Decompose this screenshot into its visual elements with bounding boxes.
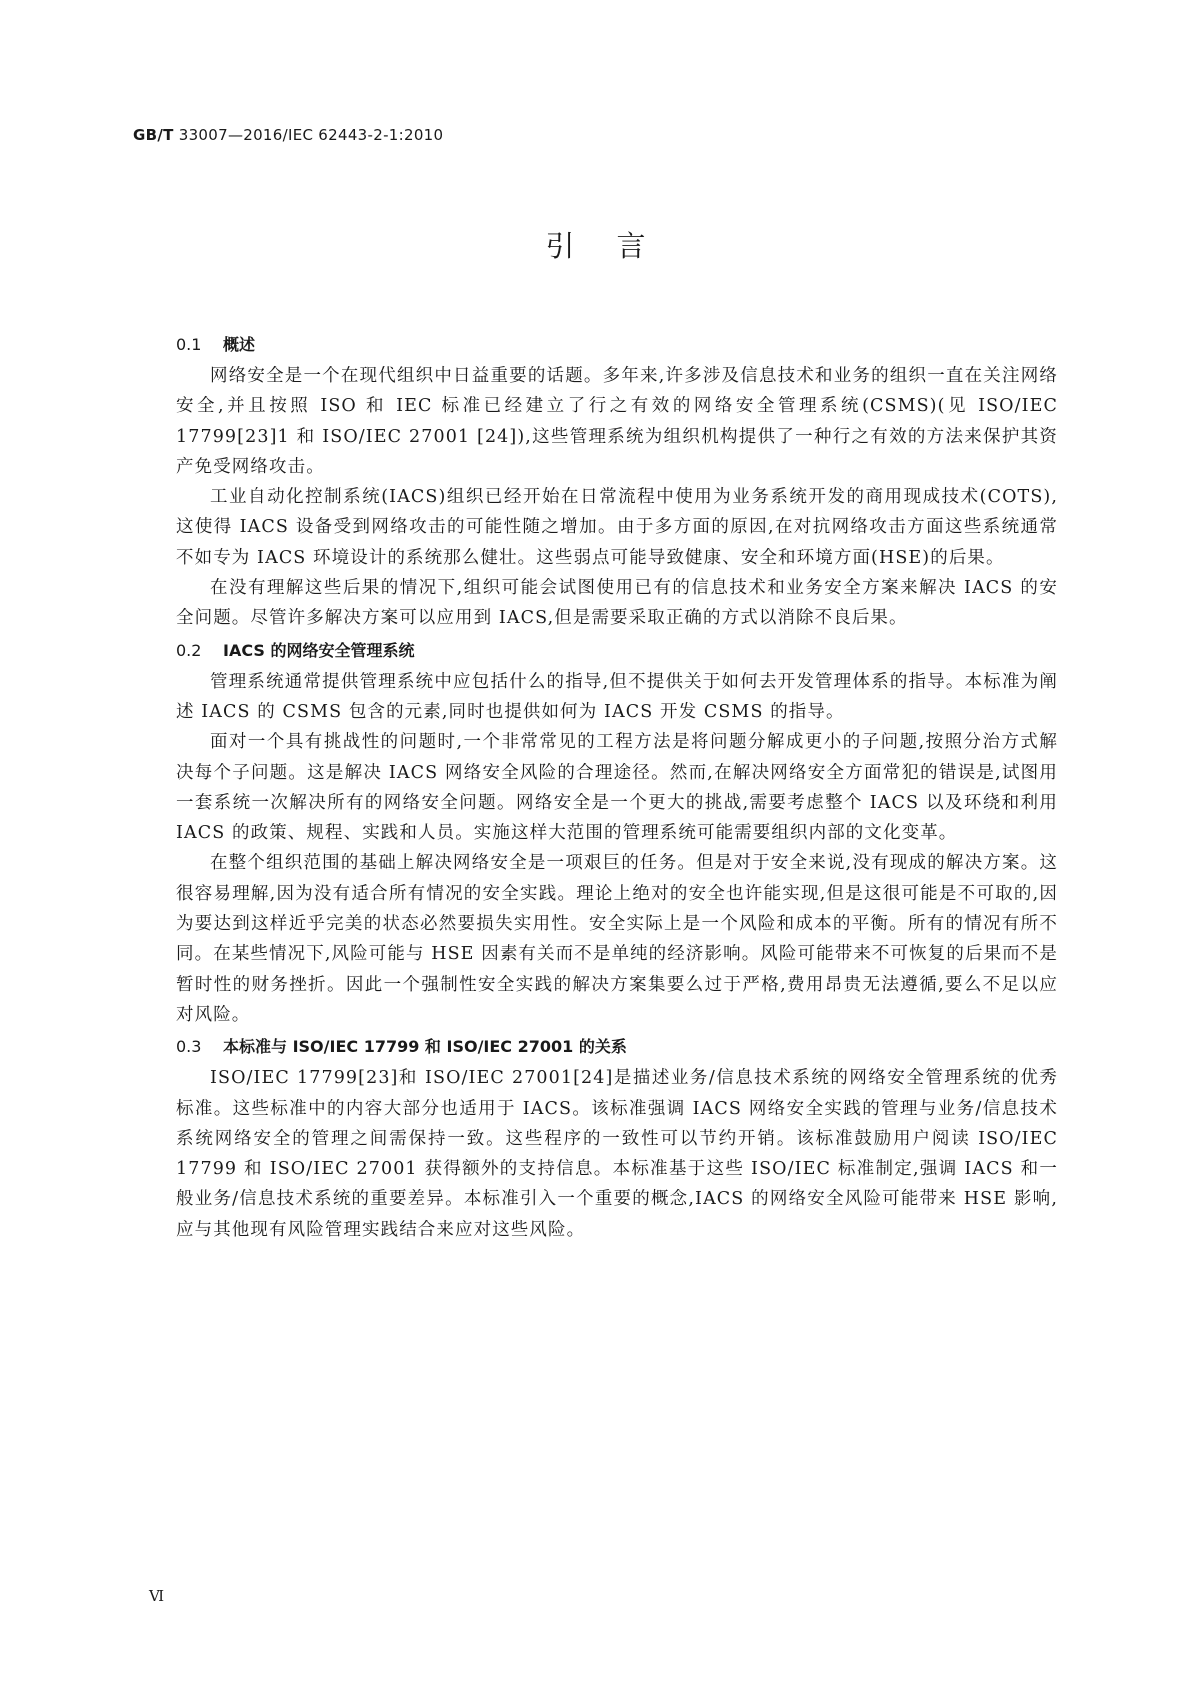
paragraph: 管理系统通常提供管理系统中应包括什么的指导,但不提供关于如何去开发管理体系的指导。本标准为阐述 IACS 的 CSMS 包含的元素,同时也提供如何为 IACS 开发 CSMS 的指导。 bbox=[176, 671, 1058, 722]
section-number: 0.1 bbox=[176, 335, 202, 354]
page-number: Ⅵ bbox=[149, 1587, 165, 1605]
section-title: IACS 的网络安全管理系统 bbox=[223, 640, 415, 660]
standard-code-header bbox=[133, 126, 443, 144]
paragraph: 在整个组织范围的基础上解决网络安全是一项艰巨的任务。但是对于安全来说,没有现成的解决方案。这很容易理解,因为没有适合所有情况的安全实践。理论上绝对的安全也许能实现,但是这很可能是不可取的,因为要达到这样近乎完美的状态必然要损失实用性。安全实际上是一个风险和成本的平衡。所有的情况有所不同。在某些情况下,风险可能与 HSE 因素有关而不是单纯的经济影响。风险可能带来不可恢复的后果而不是暂时性的财务挫折。因此一个强制性安全实践的解决方案集要么过于严格,费用昂贵无法遵循,要么不足以应对风险。 bbox=[176, 853, 1058, 1025]
page-title: 引言 bbox=[545, 229, 688, 263]
section-iso-relationship bbox=[176, 1030, 1058, 1245]
standard-code-number: 33007—2016/IEC 62443-2-1:2010 bbox=[173, 126, 444, 144]
paragraph: 网络安全是一个在现代组织中日益重要的话题。多年来,许多涉及信息技术和业务的组织一直在关注网络安全,并且按照 ISO 和 IEC 标准已经建立了行之有效的网络安全管理系统(CSMS)(见 ISO/IEC 17799[23]1 和 ISO/IEC 27001 [24]),这些管理系统为组织机构提供了一种行之有效的方法来保护其资产免受网络攻击。 bbox=[176, 366, 1058, 477]
section-heading bbox=[176, 634, 1058, 667]
section-title: 本标准与 ISO/IEC 17799 和 ISO/IEC 27001 的关系 bbox=[223, 1037, 627, 1057]
paragraph: ISO/IEC 17799[23]和 ISO/IEC 27001[24]是描述业务/信息技术系统的网络安全管理系统的优秀标准。这些标准中的内容大部分也适用于 IACS。该标准强调 IACS 网络安全实践的管理与业务/信息技术系统网络安全的管理之间需保持一致。这些程序的一致性可以节约开销。该标准鼓励用户阅读 ISO/IEC 17799 和 ISO/IEC 27001 获得额外的支持信息。本标准基于这些 ISO/IEC 标准制定,强调 IACS 和一般业务/信息技术系统的重要差异。本标准引入一个重要的概念,IACS 的网络安全风险可能带来 HSE 影响,应与其他现有风险管理实践结合来应对这些风险。 bbox=[176, 1068, 1058, 1240]
standard-code-prefix: GB/T bbox=[133, 126, 174, 144]
section-overview bbox=[176, 328, 1058, 634]
section-iacs-csms bbox=[176, 634, 1058, 1031]
main-content bbox=[176, 328, 1058, 1245]
section-heading bbox=[176, 1030, 1058, 1063]
section-number: 0.3 bbox=[176, 1037, 202, 1057]
paragraph: 在没有理解这些后果的情况下,组织可能会试图使用已有的信息技术和业务安全方案来解决 IACS 的安全问题。尽管许多解决方案可以应用到 IACS,但是需要采取正确的方式以消除不良后果。 bbox=[176, 578, 1058, 629]
section-number: 0.2 bbox=[176, 640, 202, 660]
section-heading bbox=[176, 328, 1058, 361]
paragraph: 工业自动化控制系统(IACS)组织已经开始在日常流程中使用为业务系统开发的商用现成技术(COTS),这使得 IACS 设备受到网络攻击的可能性随之增加。由于多方面的原因,在对抗网络攻击方面这些系统通常不如专为 IACS 环境设计的系统那么健壮。这些弱点可能导致健康、安全和环境方面(HSE)的后果。 bbox=[176, 487, 1058, 568]
paragraph: 面对一个具有挑战性的问题时,一个非常常见的工程方法是将问题分解成更小的子问题,按照分治方式解决每个子问题。这是解决 IACS 网络安全风险的合理途径。然而,在解决网络安全方面常犯的错误是,试图用一套系统一次解决所有的网络安全问题。网络安全是一个更大的挑战,需要考虑整个 IACS 以及环绕和利用 IACS 的政策、规程、实践和人员。实施这样大范围的管理系统可能需要组织内部的文化变革。 bbox=[176, 732, 1058, 844]
section-title: 概述 bbox=[223, 335, 256, 354]
